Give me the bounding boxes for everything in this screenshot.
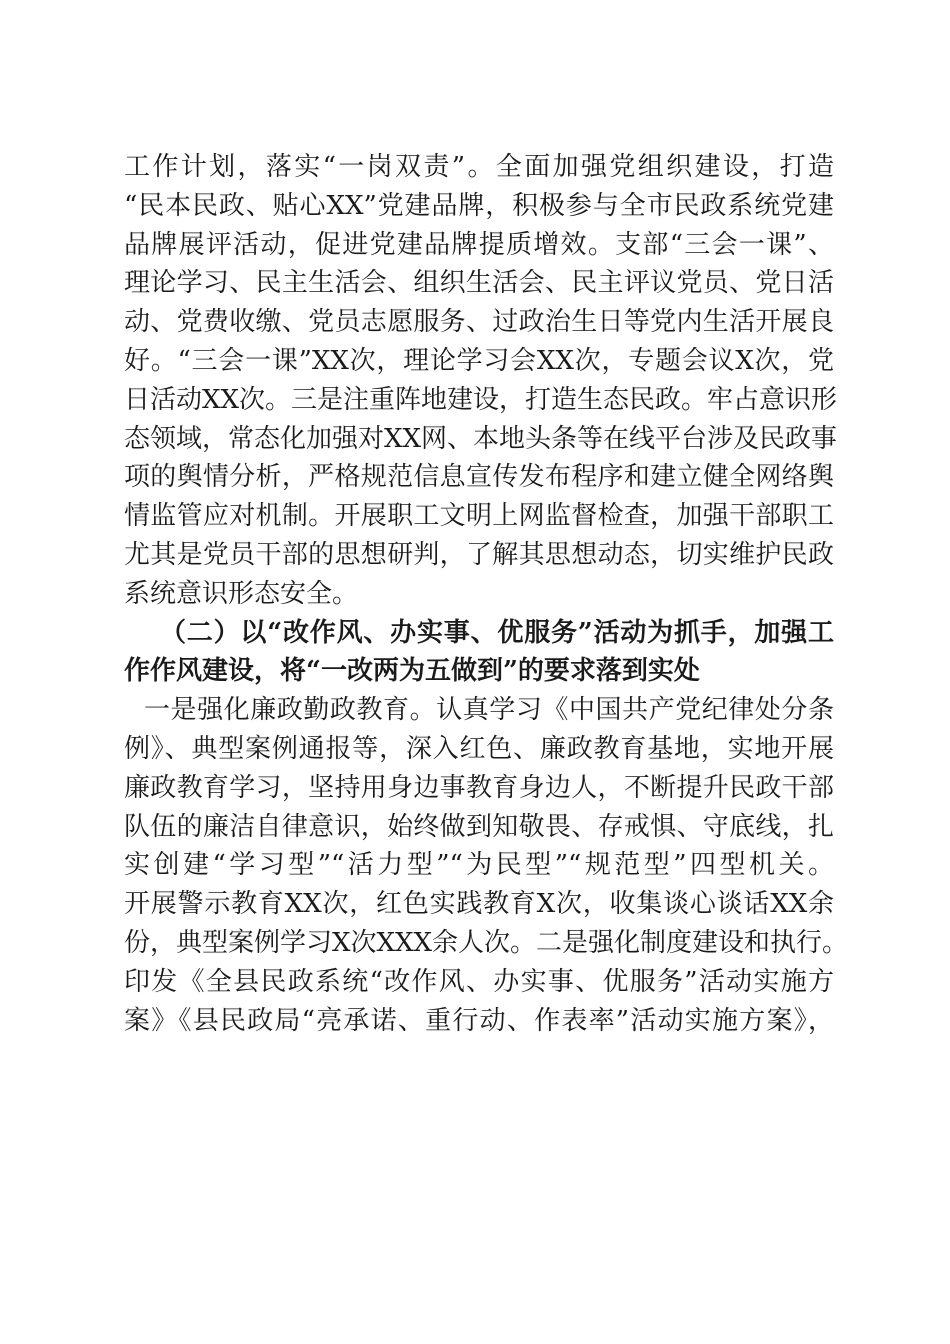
paragraph-line: 态领域，常态化加强对XX网、本地头条等在线平台涉及民政事: [124, 423, 838, 454]
paragraph-line: 日活动XX次。三是注重阵地建设，打造生态民政。牢占意识形: [124, 384, 838, 415]
paragraph-line: 例》、典型案例通报等，深入红色、廉政教育基地，实地开展: [124, 733, 834, 764]
paragraph-line: 一是强化廉政勤政教育。认真学习《中国共产党纪律处分条: [144, 695, 834, 726]
paragraph-line: 实创建“学习型”“活力型”“为民型”“规范型”四型机关。: [124, 850, 834, 881]
paragraph-line: 理论学习、民主生活会、组织生活会、民主评议党员、党日活: [124, 268, 834, 299]
document-body: [124, 148, 849, 1040]
paragraph-line: 项的舆情分析，严格规范信息宣传发布程序和建立健全网络舆: [124, 462, 834, 493]
paragraph-line: 动、党费收缴、党员志愿服务、过政治生日等党内生活开展良: [124, 307, 834, 338]
paragraph-line: 印发《全县民政系统“改作风、办实事、优服务”活动实施方: [124, 966, 834, 997]
paragraph-line: 工作计划，落实“一岗双责”。全面加强党组织建设，打造: [124, 152, 834, 182]
paragraph-line: 情监管应对机制。开展职工文明上网监督检查，加强干部职工: [124, 501, 834, 532]
section-heading-line: （二）以“改作风、办实事、优服务”活动为抓手，加强工: [160, 617, 834, 648]
section-heading-line: 作作风建设，将“一改两为五做到”的要求落到实处: [124, 656, 700, 687]
paragraph-line: “民本民政、贴心XX”党建品牌，积极参与全市民政系统党建: [124, 190, 834, 221]
paragraph-line: 品牌展评活动，促进党建品牌提质增效。支部“三会一课”、: [124, 229, 834, 260]
paragraph-line: 尤其是党员干部的思想研判，了解其思想动态，切实维护民政: [124, 539, 834, 570]
paragraph-line: 队伍的廉洁自律意识，始终做到知敬畏、存戒惧、守底线，扎: [124, 811, 834, 842]
paragraph-line: 好。“三会一课”XX次，理论学习会XX次，专题会议X次，党: [124, 345, 834, 376]
paragraph-line: 开展警示教育XX次，红色实践教育X次，收集谈心谈话XX余: [124, 889, 834, 920]
paragraph-line: 案》《县民政局“亮承诺、重行动、作表率”活动实施方案》，: [124, 1005, 834, 1036]
paragraph-line: 份，典型案例学习X次XXX余人次。二是强化制度建设和执行。: [124, 927, 849, 958]
paragraph-line: 廉政教育学习，坚持用身边事教育身边人，不断提升民政干部: [124, 772, 834, 803]
paragraph-line: 系统意识形态安全。: [124, 578, 359, 609]
